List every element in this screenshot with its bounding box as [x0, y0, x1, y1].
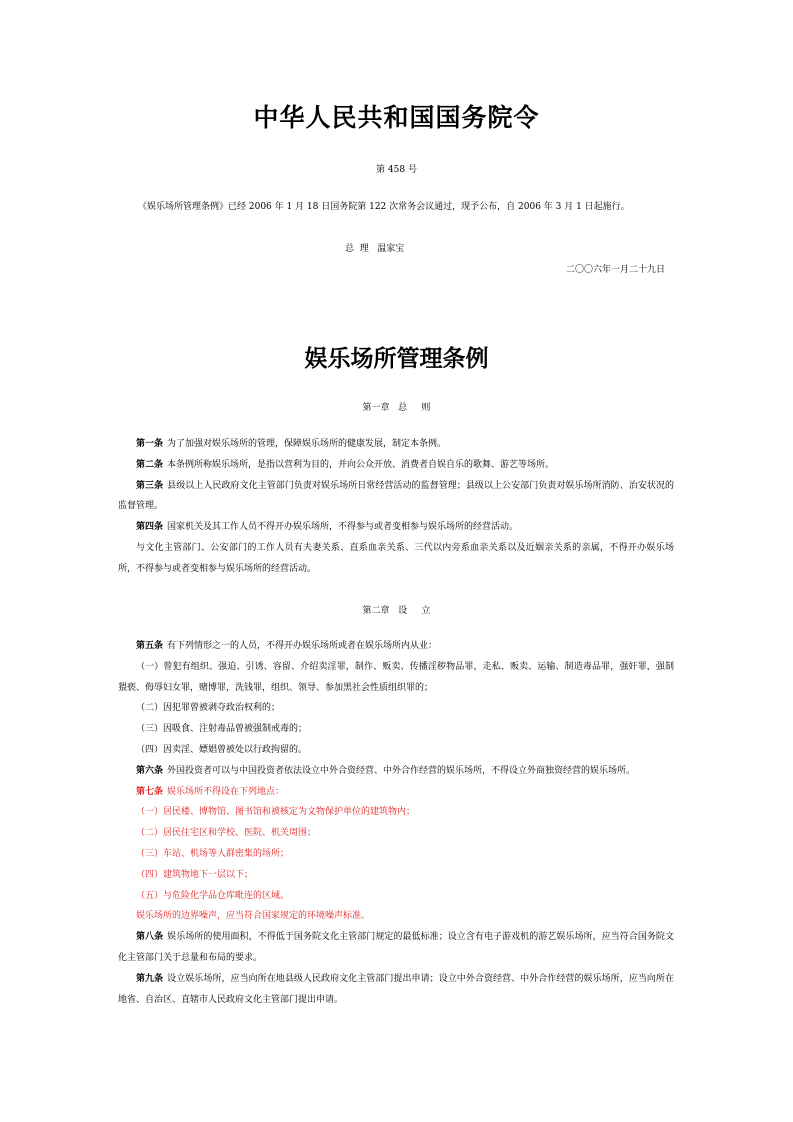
article-paragraph	[118, 434, 674, 455]
article-number: 第四条	[136, 522, 164, 533]
article-text: （三）车站、机场等人群密集的场所；	[136, 848, 290, 859]
article-text: （三）因吸食、注射毒品曾被强制戒毒的；	[136, 724, 308, 735]
article-paragraph	[118, 657, 674, 699]
article-paragraph	[118, 698, 674, 719]
article-paragraph	[118, 886, 674, 907]
article-paragraph	[118, 844, 674, 865]
article-text: （四）因卖淫、嫖娼曾被处以行政拘留的。	[136, 744, 308, 755]
article-text: 娱乐场所不得设在下列地点：	[167, 786, 285, 797]
chapter-2-heading: 第二章 设 立	[362, 606, 431, 616]
article-paragraph	[118, 782, 674, 803]
article-text: （四）建筑物地下一层以下；	[136, 869, 254, 880]
article-text: 设立娱乐场所，应当向所在地县级人民政府文化主管部门提出申请；设立中外合资经营、中外合作经营的娱乐场所，应当向所在地省、自治区、直辖市人民政府文化主管部门提出申请。	[118, 973, 674, 1005]
article-number: 第七条	[136, 786, 164, 797]
article-paragraph	[118, 865, 674, 886]
article-number: 第五条	[136, 641, 164, 651]
article-number: 第六条	[136, 765, 164, 776]
article-text: 国家机关及其工作人员不得开办娱乐场所，不得参与或者变相参与娱乐场所的经营活动。	[167, 522, 519, 533]
article-paragraph	[118, 538, 674, 580]
article-text: 外国投资者可以与中国投资者依法设立中外合资经营、中外合作经营的娱乐场所，不得设立外商独资经营的娱乐场所。	[167, 765, 636, 776]
article-number: 第八条	[136, 932, 164, 943]
article-number: 第一条	[136, 439, 164, 449]
article-paragraph	[118, 927, 674, 969]
article-paragraph	[118, 906, 674, 927]
article-text: 县级以上人民政府文化主管部门负责对娱乐场所日常经营活动的监督管理；县级以上公安部门负责对娱乐场所消防、治安状况的监督管理。	[118, 480, 674, 512]
chapter-1-heading: 第一章 总 则	[362, 403, 431, 413]
article-text: （二）居民住宅区和学校、医院、机关周围；	[136, 828, 317, 839]
article-paragraph	[118, 969, 674, 1011]
article-text: （五）与危险化学品仓库毗连的区域。	[136, 890, 290, 901]
article-text: 为了加强对娱乐场所的管理，保障娱乐场所的健康发展，制定本条例。	[167, 439, 447, 449]
article-text: 娱乐场所的边界噪声，应当符合国家规定的环境噪声标准。	[136, 911, 371, 922]
article-paragraph	[118, 802, 674, 823]
article-text: 本条例所称娱乐场所，是指以营利为目的，并向公众开放、消费者自娱自乐的歌舞、游艺等场所。	[167, 459, 555, 470]
signer-line: 总 理 温家宝	[345, 244, 405, 254]
article-number: 第三条	[136, 480, 164, 491]
article-paragraph	[118, 636, 674, 657]
chapter-1-body	[118, 434, 674, 580]
issue-date: 二〇〇六年一月二十九日	[565, 265, 665, 275]
article-text: 有下列情形之一的人员，不得开办娱乐场所或者在娱乐场所内从业：	[167, 641, 438, 651]
article-paragraph	[118, 476, 674, 518]
article-number: 第九条	[136, 973, 164, 984]
article-paragraph	[118, 740, 674, 761]
announcement-text: 《娱乐场所管理条例》已经 2006 年 1 月 18 日国务院第 122 次常务会议通过，现予公布，自 2006 年 3 月 1 日起施行。	[138, 202, 630, 212]
article-text: （二）因犯罪曾被剥夺政治权利的；	[136, 703, 281, 714]
regulation-title: 娱乐场所管理条例	[304, 345, 489, 372]
order-title: 中华人民共和国国务院令	[253, 103, 540, 132]
chapter-2-body	[118, 636, 674, 1010]
article-paragraph	[118, 719, 674, 740]
article-number: 第二条	[136, 459, 164, 470]
order-number: 第 458 号	[376, 165, 417, 175]
article-paragraph	[118, 455, 674, 476]
article-text: （一）曾犯有组织、强迫、引诱、容留、介绍卖淫罪，制作、贩卖、传播淫秽物品罪，走私、贩卖、运输、制造毒品罪，强奸罪，强制猥亵、侮辱妇女罪，赌博罪，洗钱罪，组织、领导、参加黑社会性质组织罪的；	[118, 661, 674, 693]
article-paragraph	[118, 517, 674, 538]
article-paragraph	[118, 823, 674, 844]
article-text: 与文化主管部门、公安部门的工作人员有夫妻关系、直系血亲关系、三代以内旁系血亲关系以及近姻亲关系的亲属，不得开办娱乐场所，不得参与或者变相参与娱乐场所的经营活动。	[118, 542, 674, 574]
article-paragraph	[118, 761, 674, 782]
article-text: 娱乐场所的使用面积，不得低于国务院文化主管部门规定的最低标准；设立含有电子游戏机的游艺娱乐场所，应当符合国务院文化主管部门关于总量和布局的要求。	[118, 932, 674, 963]
article-text: （一）居民楼、博物馆、图书馆和被核定为文物保护单位的建筑物内；	[136, 807, 416, 818]
